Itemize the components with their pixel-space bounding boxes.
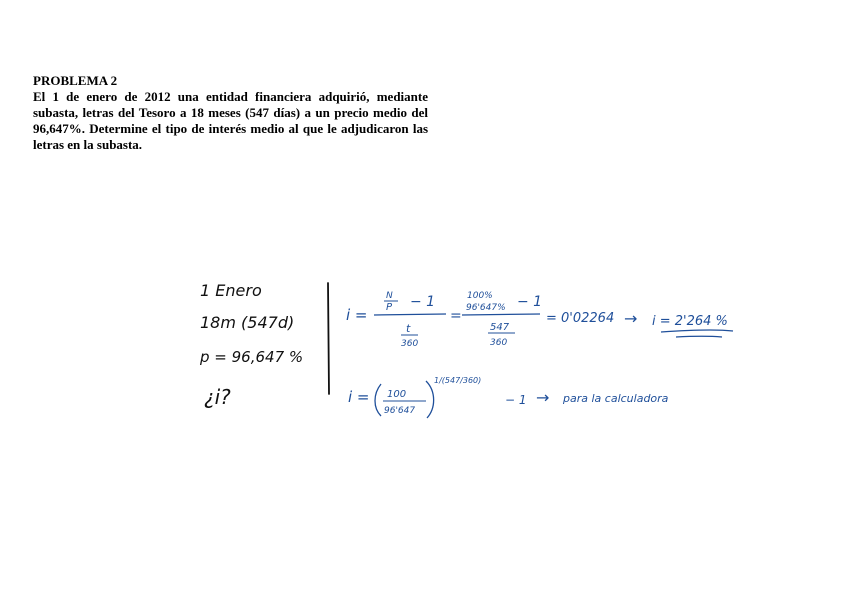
problem-title: PROBLEMA 2 <box>33 73 118 88</box>
problem-text: El 1 de enero de 2012 una entidad financiera adquirió, mediante subasta, letras del Tesoro a 18 meses (547 días) a un precio medio del 96,647%. Determine el tipo de interés medio al que le adjudicaron las letras en la subasta. <box>33 89 428 152</box>
f1-final-underline <box>661 330 733 332</box>
f1-result: = 0'02264 <box>546 311 615 326</box>
note-price: p = 96,647 % <box>200 348 304 366</box>
f1-num-N: N <box>386 291 393 301</box>
f2-right-paren <box>426 381 434 418</box>
f1-num-minus1: − 1 <box>410 294 436 310</box>
note-term: 18m (547d) <box>200 313 295 332</box>
note-question: ¿i? <box>204 385 231 409</box>
f1-num2-bottom: 96'647% <box>466 303 506 313</box>
vertical-divider <box>328 283 329 394</box>
f2-left-paren <box>375 384 381 416</box>
f1-main-bar-2 <box>462 314 540 315</box>
f1-den-360: 360 <box>401 339 419 349</box>
f1-main-bar <box>374 314 446 315</box>
f2-frac-bottom: 96'647 <box>384 406 416 416</box>
f2-note: para la calculadora <box>563 392 669 405</box>
f2-minus1: − 1 <box>505 393 527 407</box>
f1-arrow: → <box>624 309 638 328</box>
f1-lhs: i = <box>346 306 368 324</box>
f1-den-t: t <box>406 322 411 335</box>
f1-den2-top: 547 <box>490 322 510 333</box>
note-date: 1 Enero <box>200 281 262 300</box>
f1-den2-bottom: 360 <box>490 338 508 348</box>
f2-frac-top: 100 <box>387 389 407 400</box>
f2-exponent: 1/(547/360) <box>434 376 482 385</box>
f1-final-underline-2 <box>676 336 722 337</box>
f1-num2-top: 100% <box>467 291 493 301</box>
f1-num2-minus1: − 1 <box>517 294 543 310</box>
f1-eq: = <box>450 308 462 324</box>
f1-final: i = 2'264 % <box>652 314 728 329</box>
f1-num-P: P <box>386 302 393 313</box>
f2-lhs: i = <box>348 388 370 406</box>
f2-arrow: → <box>536 388 550 407</box>
